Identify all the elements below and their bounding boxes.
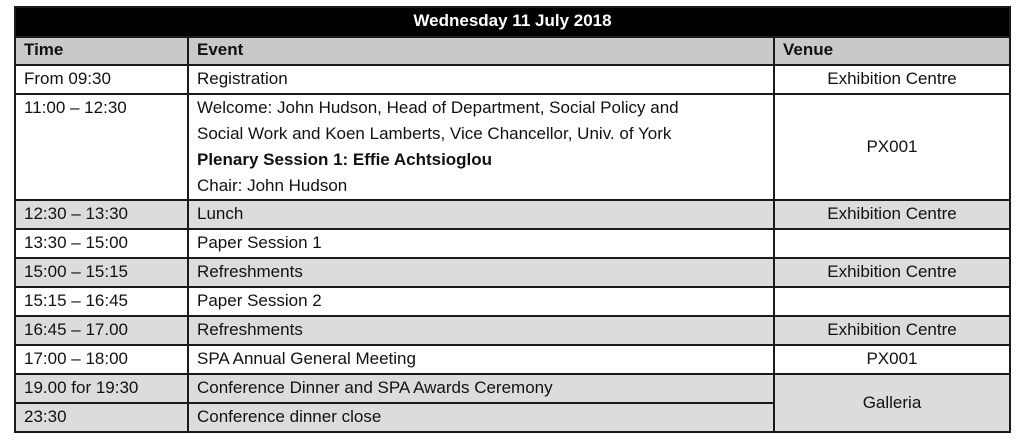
row-event — [188, 94, 774, 200]
table-row — [15, 287, 1010, 316]
header-time: Time — [15, 37, 188, 65]
row-time: 15:00 – 15:15 — [15, 258, 188, 287]
row-event: Conference dinner close — [188, 403, 774, 432]
event-line: Welcome: John Hudson, Head of Department, Social Policy and — [197, 98, 679, 117]
row-time: 19.00 for 19:30 — [15, 374, 188, 403]
table-header-row — [15, 37, 1010, 65]
row-venue: Exhibition Centre — [774, 258, 1010, 287]
row-event: Refreshments — [188, 316, 774, 345]
row-venue — [774, 287, 1010, 316]
table-row — [15, 258, 1010, 287]
row-time: From 09:30 — [15, 65, 188, 94]
schedule-wrapper — [14, 6, 1009, 433]
schedule-table — [14, 6, 1011, 433]
row-time: 12:30 – 13:30 — [15, 200, 188, 229]
header-venue: Venue — [774, 37, 1010, 65]
table-row — [15, 345, 1010, 374]
chair-line: Chair: John Hudson — [197, 176, 348, 195]
plenary-session-line: Plenary Session 1: Effie Achtsioglou — [197, 150, 493, 169]
table-row — [15, 94, 1010, 200]
row-time: 13:30 – 15:00 — [15, 229, 188, 258]
header-event: Event — [188, 37, 774, 65]
row-venue: Exhibition Centre — [774, 65, 1010, 94]
row-time: 23:30 — [15, 403, 188, 432]
row-venue: PX001 — [774, 345, 1010, 374]
row-venue: Exhibition Centre — [774, 316, 1010, 345]
table-row — [15, 229, 1010, 258]
row-event: SPA Annual General Meeting — [188, 345, 774, 374]
row-event: Paper Session 1 — [188, 229, 774, 258]
row-event: Conference Dinner and SPA Awards Ceremony — [188, 374, 774, 403]
table-row — [15, 65, 1010, 94]
row-event: Refreshments — [188, 258, 774, 287]
row-time: 15:15 – 16:45 — [15, 287, 188, 316]
table-row — [15, 200, 1010, 229]
row-time: 17:00 – 18:00 — [15, 345, 188, 374]
table-row — [15, 374, 1010, 403]
row-venue: PX001 — [774, 94, 1010, 200]
table-title: Wednesday 11 July 2018 — [15, 7, 1010, 37]
row-event: Registration — [188, 65, 774, 94]
table-row — [15, 316, 1010, 345]
row-event: Lunch — [188, 200, 774, 229]
row-venue: Galleria — [774, 374, 1010, 432]
row-time: 16:45 – 17.00 — [15, 316, 188, 345]
row-time: 11:00 – 12:30 — [15, 94, 188, 200]
event-line: Social Work and Koen Lamberts, Vice Chancellor, Univ. of York — [197, 124, 672, 143]
row-venue — [774, 229, 1010, 258]
table-title-row — [15, 7, 1010, 37]
row-venue: Exhibition Centre — [774, 200, 1010, 229]
row-event: Paper Session 2 — [188, 287, 774, 316]
